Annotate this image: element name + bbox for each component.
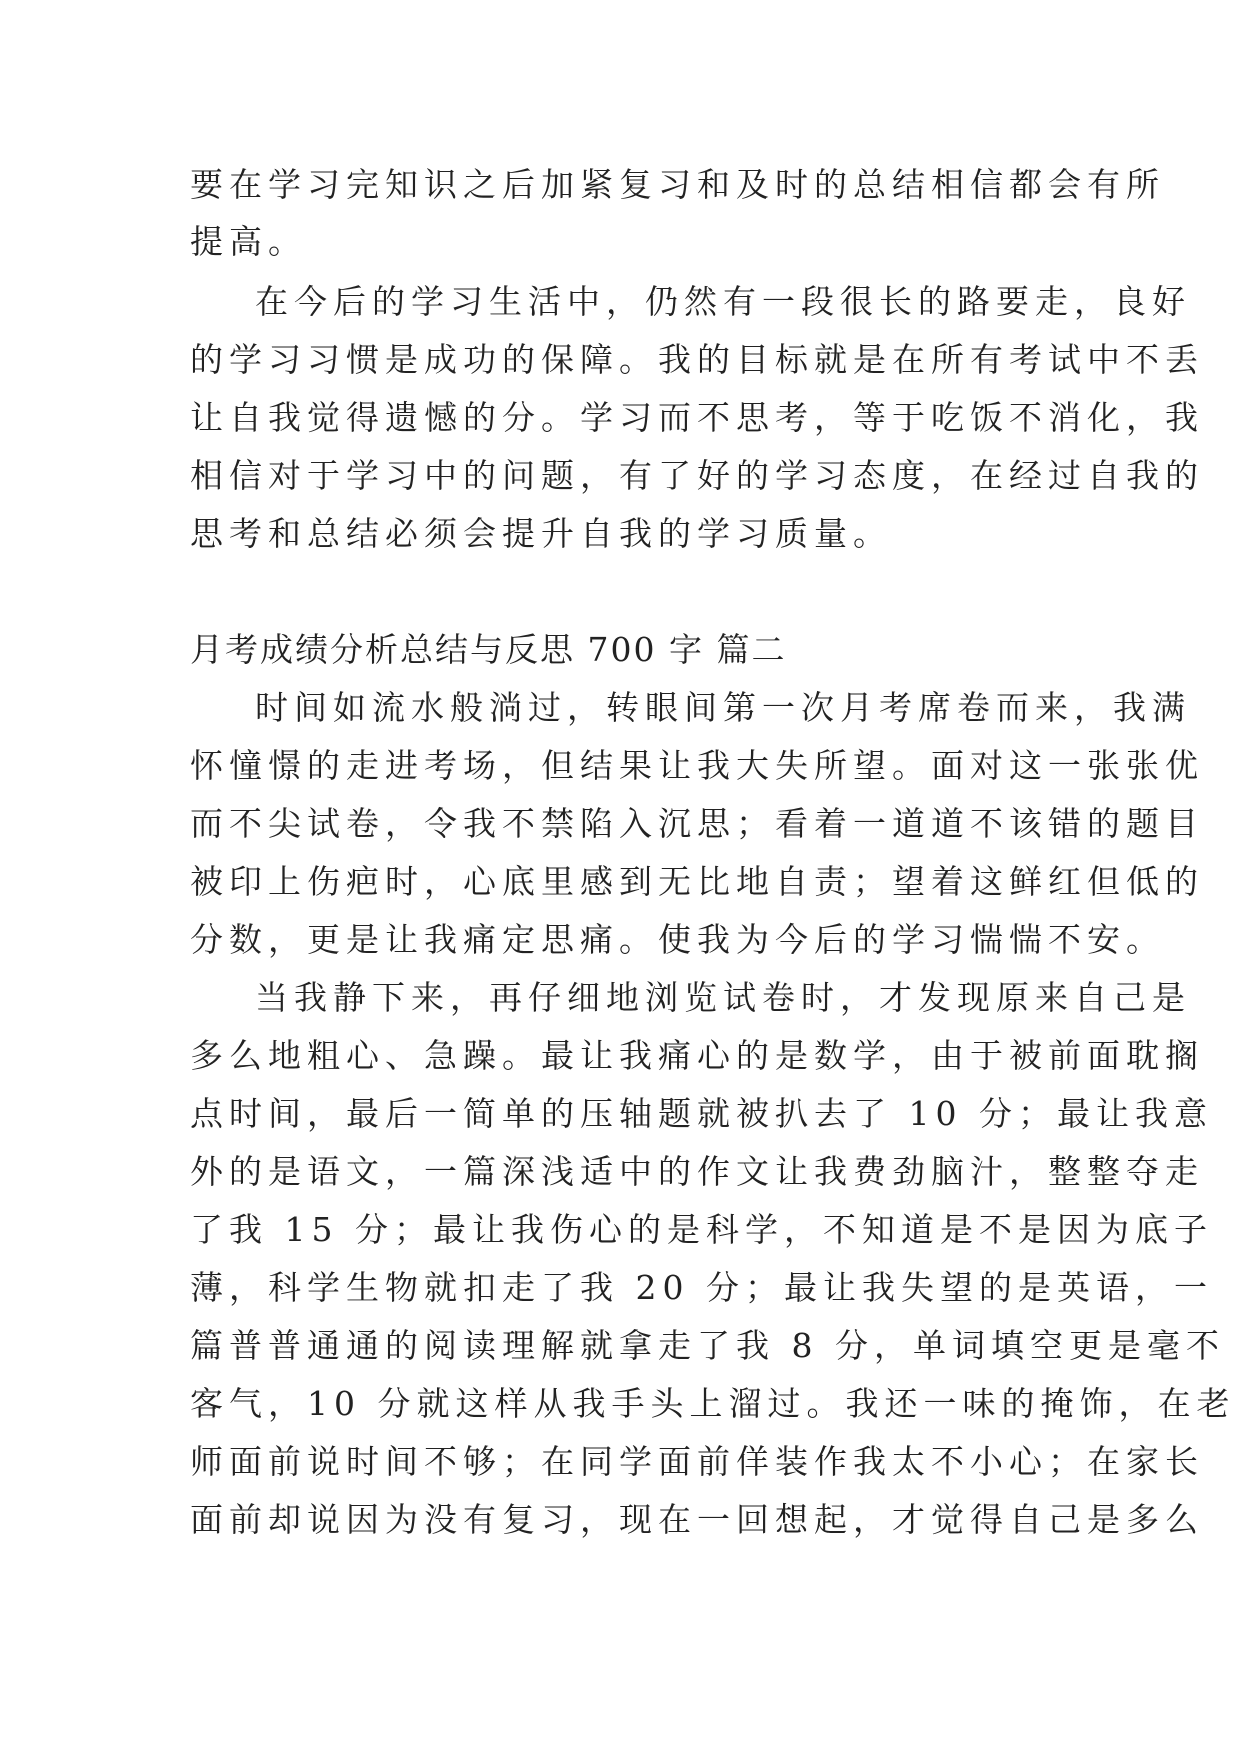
paragraph-3-line-1: 时间如流水般淌过，转眼间第一次月考席卷而来，我满 — [255, 688, 1191, 727]
paragraph-2-line-2: 的学习习惯是成功的保障。我的目标就是在所有考试中不丢 — [190, 340, 1204, 379]
paragraph-4-line-10: 面前却说因为没有复习，现在一回想起，才觉得自己是多么 — [190, 1500, 1204, 1539]
paragraph-3-line-2: 怀憧憬的走进考场，但结果让我大失所望。面对这一张张优 — [190, 746, 1204, 785]
paragraph-4-line-6: 薄，科学生物就扣走了我 20 分；最让我失望的是英语，一 — [190, 1268, 1213, 1307]
paragraph-2-line-4: 相信对于学习中的问题，有了好的学习态度，在经过自我的 — [190, 456, 1204, 495]
paragraph-4-line-9: 师面前说时间不够；在同学面前佯装作我太不小心；在家长 — [190, 1442, 1204, 1481]
paragraph-4-line-8: 客气，10 分就这样从我手头上溜过。我还一味的掩饰，在老 — [190, 1384, 1236, 1423]
paragraph-4-line-3: 点时间，最后一简单的压轴题就被扒去了 10 分；最让我意 — [190, 1094, 1213, 1133]
paragraph-2-line-5: 思考和总结必须会提升自我的学习质量。 — [190, 514, 892, 553]
paragraph-4-line-7: 篇普普通通的阅读理解就拿走了我 8 分，单词填空更是毫不 — [190, 1326, 1225, 1365]
paragraph-3-line-5: 分数，更是让我痛定思痛。使我为今后的学习惴惴不安。 — [190, 920, 1165, 959]
paragraph-3-line-3: 而不尖试卷，令我不禁陷入沉思；看着一道道不该错的题目 — [190, 804, 1204, 843]
paragraph-4-line-5: 了我 15 分；最让我伤心的是科学，不知道是不是因为底子 — [190, 1210, 1213, 1249]
paragraph-3-line-4: 被印上伤疤时，心底里感到无比地自责；望着这鲜红但低的 — [190, 862, 1204, 901]
paragraph-2-line-3: 让自我觉得遗憾的分。学习而不思考，等于吃饭不消化，我 — [190, 398, 1204, 437]
paragraph-1-line-1: 要在学习完知识之后加紧复习和及时的总结相信都会有所 — [190, 165, 1165, 204]
paragraph-1-line-2: 提高。 — [190, 222, 307, 261]
section-title: 月考成绩分析总结与反思 700 字 篇二 — [190, 630, 787, 669]
paragraph-4-line-4: 外的是语文，一篇深浅适中的作文让我费劲脑汁，整整夺走 — [190, 1152, 1204, 1191]
paragraph-2-line-1: 在今后的学习生活中，仍然有一段很长的路要走，良好 — [255, 282, 1191, 321]
paragraph-4-line-1: 当我静下来，再仔细地浏览试卷时，才发现原来自己是 — [255, 978, 1191, 1017]
paragraph-4-line-2: 多么地粗心、急躁。最让我痛心的是数学，由于被前面耽搁 — [190, 1036, 1204, 1075]
